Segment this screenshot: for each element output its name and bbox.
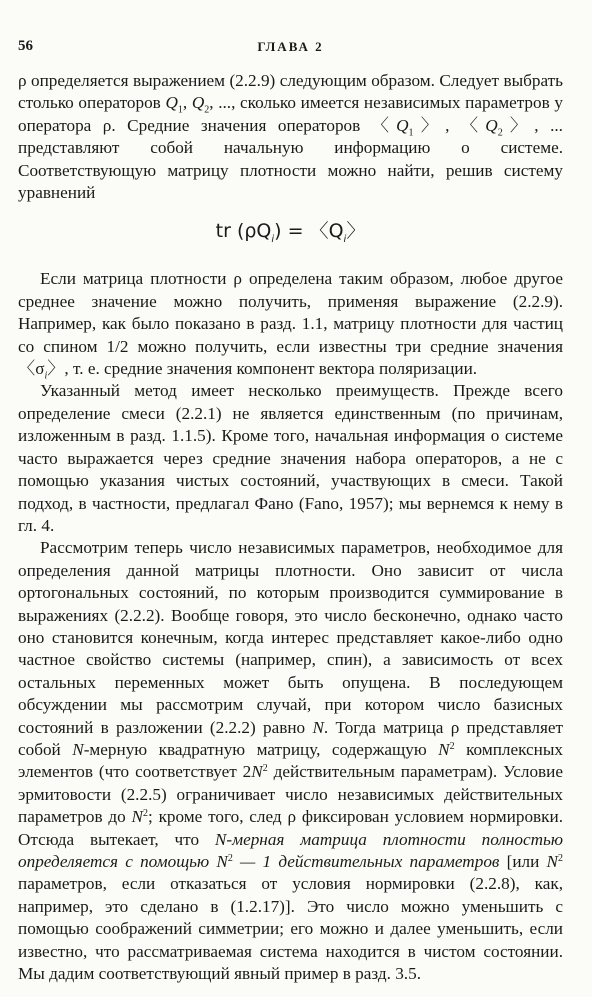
paragraph-3: Указанный метод имеет несколько преимуществ. Прежде всего определение смеси (2.2.1) не является единственным (по причинам, изложенным в разд. 1.1.5). Кроме того, начальная информация о системе часто выражается через средние значения набора операторов, а не с помощью указания чистых состояний, участвующих в смеси. Такой подход, в частности, предлагал Фано (Fano, 1957); мы вернемся к нему в гл. 4. (18, 381, 563, 535)
formula (18, 218, 563, 244)
page-header (18, 30, 563, 70)
formula-text: tr $(\rho Q_i)$ = 〈$Q_i$〉 (215, 220, 366, 246)
paragraph-1: ρ определяется выражением (2.2.9) следующим образом. Следует выбрать столько операторов $Q_1$, $Q_2$, ..., сколько имеется независимых параметров у оператора ρ. Средние значения операторов 〈$Q_1$〉, 〈$Q_2$〉, ... представляют собой начальную информацию о системе. Соответствующую матрицу плотности можно найти, решив систему уравнений (18, 71, 563, 203)
chapter-title: ГЛАВА 2 (257, 39, 324, 54)
page-number: 56 (18, 38, 33, 54)
page (18, 30, 563, 985)
paragraph-2: Если матрица плотности ρ определена таким образом, любое другое среднее значение можно получить, применяя выражение (2.2.9). Например, как было показано в разд. 1.1, матрицу плотности для частиц со спином 1/2 можно получить, если известны три средние значения 〈$\sigma_i$〉, т. е. средние значения компонент вектора поляризации. (18, 269, 563, 382)
paragraph-4: Рассмотрим теперь число независимых параметров, необходимое для определения данной матрицы плотности. Оно зависит от числа ортогональных состояний, по которым производится суммирование в выражениях (2.2.2). Вообще говоря, это число бесконечно, однако часто оно становится конечным, когда интерес представляет какое-либо одно частное свойство системы (например, спин), а зависимость от всех остальных переменных может быть опущена. В последующем обсуждении мы рассмотрим случай, при котором число базисных состояний в разложении (2.2.2) равно N. Тогда матрица ρ представляет собой N-мерную квадратную матрицу, содержащую $N^2$ комплексных элементов (что соответствует $2N^2$ действительным параметрам). Условие эрмитовости (2.2.5) ограничивает число независимых действительных параметров до $N^2$; кроме того, след ρ фиксирован условием нормировки. Отсюда вытекает, что N-мерная матрица плотности полностью определяется с помощью $N^2$ — 1 действительных параметров [или $N^2$ параметров, если отказаться от условия нормировки (2.2.8), как, например, это сделано в (1.2.17)]. Это число можно уменьшить с помощью соображений симметрии; его можно и далее уменьшить, если известно, что рассматриваемая система находится в чистом состоянии. Мы дадим соответствующий явный пример в разд. 3.5. (18, 538, 564, 984)
